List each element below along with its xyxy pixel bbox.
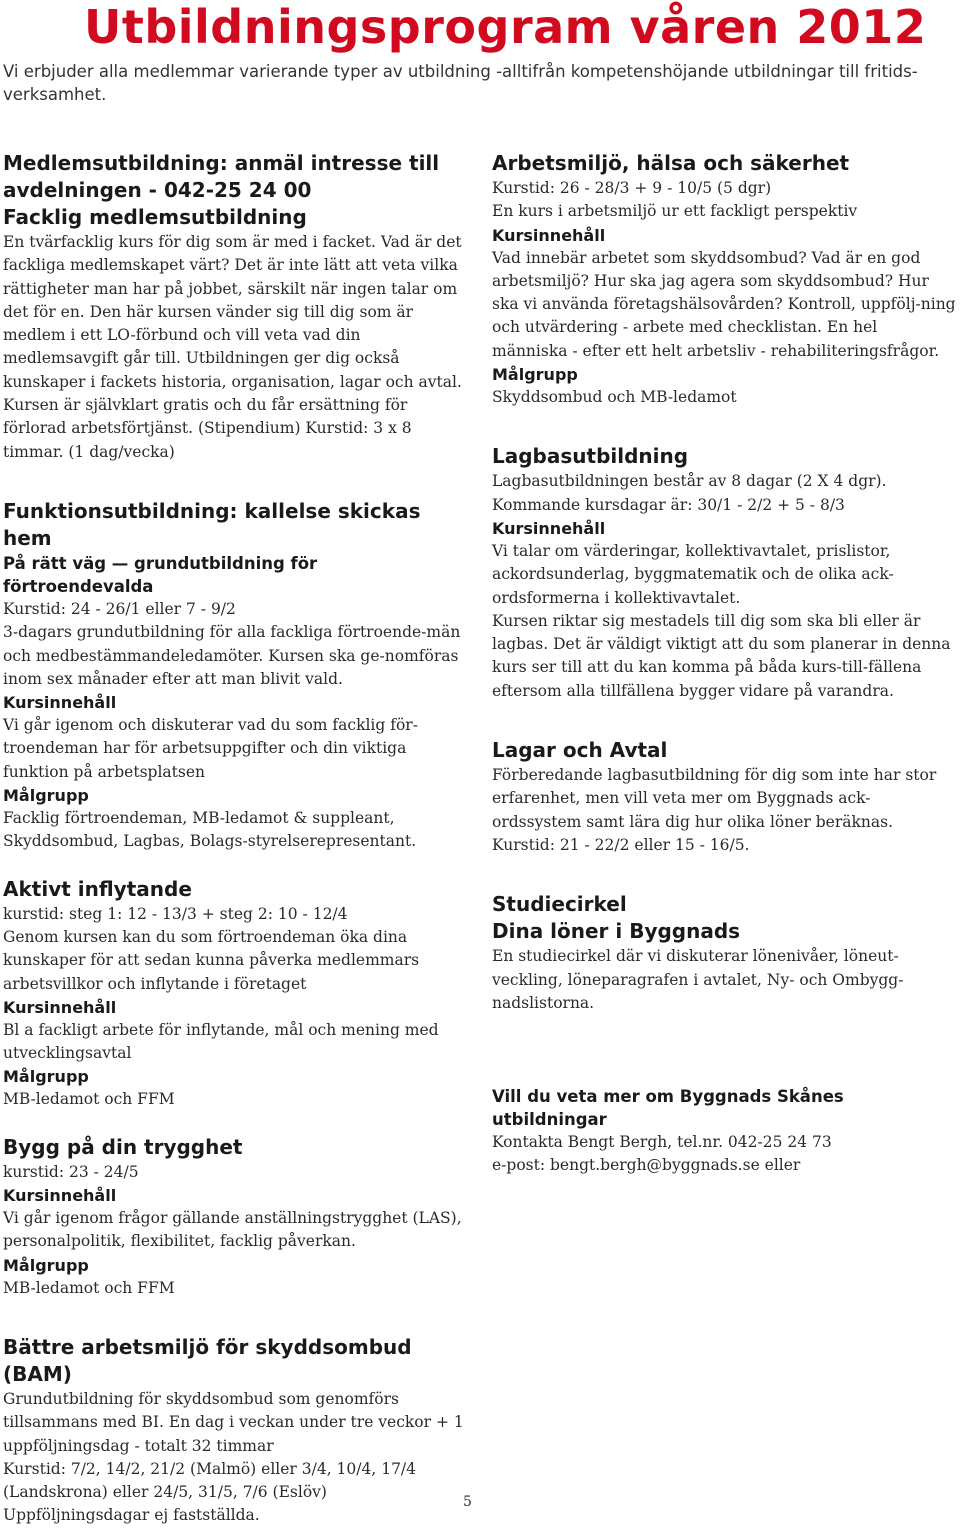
aktivt-innehall: Bl a fackligt arbete för inflytande, mål och mening med utvecklingsavtal bbox=[3, 1020, 439, 1063]
aktivt-innehall-label: Kursinnehåll bbox=[3, 997, 117, 1017]
lagbas-innehall: Vi talar om värderingar, kollektivavtalet, prislistor, ackordsunderlag, byggmatematik och de olika ack-ordsformerna i kollektivavtalet. bbox=[492, 541, 894, 607]
studie-heading-2: Dina löner i Byggnads bbox=[492, 919, 741, 944]
arbetsmiljo-malgrupp: Skyddsombud och MB-ledamot bbox=[492, 388, 737, 407]
section-kontakt bbox=[492, 1085, 957, 1178]
studie-body: En studiecirkel där vi diskuterar lönenivåer, löneut-veckling, löneparagrafen i avtalet, Ny- och Ombygg-nadslistorna. bbox=[492, 947, 904, 1012]
medlem-heading-2: avdelningen - 042-25 24 00 bbox=[3, 178, 312, 202]
left-column bbox=[3, 150, 473, 1528]
funktion-innehall-label: Kursinnehåll bbox=[3, 693, 117, 713]
aktivt-heading: Aktivt inflytande bbox=[3, 876, 192, 901]
lagar-body: Förberedande lagbasutbildning för dig som inte har stor erfarenhet, men vill veta mer om Byggnads ack-ordssystem samt lära dig hur olika löner beräknas. Kurstid: 21 - 22/2 eller 15 - 16/5. bbox=[492, 766, 937, 854]
funktion-innehall: Vi går igenom och diskuterar vad du som facklig för-troendeman har för arbetsuppgifter och din viktiga funktion på arbetsplatsen bbox=[3, 716, 418, 781]
bygg-malgrupp-label: Målgrupp bbox=[3, 1255, 89, 1275]
bygg-innehall: Vi går igenom frågor gällande anställningstrygghet (LAS), personalpolitik, flexibilitet, facklig påverkan. bbox=[3, 1209, 462, 1251]
funktion-subheading: På rätt väg — grundutbildning för förtroendevalda bbox=[3, 553, 318, 596]
funktion-malgrupp: Facklig förtroendeman, MB-ledamot & suppleant, Skyddsombud, Lagbas, Bolags-styrelserepresentant. bbox=[3, 809, 417, 851]
section-arbetsmiljo bbox=[492, 150, 957, 409]
lagar-heading: Lagar och Avtal bbox=[492, 738, 668, 763]
section-lagar-och-avtal bbox=[492, 737, 957, 857]
bygg-kurstid: kurstid: 23 - 24/5 bbox=[3, 1162, 139, 1181]
funktion-heading: Funktionsutbildning: kallelse skickas hem bbox=[3, 498, 421, 550]
lagbas-heading: Lagbasutbildning bbox=[492, 444, 689, 469]
arbetsmiljo-innehall: Vad innebär arbetet som skyddsombud? Vad är en god arbetsmiljö? Hur ska jag agera som skyddsombud? Hur ska vi använda företagshälsovården? Kontroll, uppfölj-ning och utvärdering - arbete med checklistan. En hel människa - efter ett helt arbetsliv - rehabiliteringsfrågor. bbox=[492, 248, 956, 360]
section-lagbasutbildning bbox=[492, 443, 957, 703]
funktion-kurstid: Kurstid: 24 - 26/1 eller 7 - 9/2 bbox=[3, 599, 236, 618]
section-studiecirkel bbox=[492, 891, 957, 1015]
funktion-malgrupp-label: Målgrupp bbox=[3, 786, 89, 806]
arbetsmiljo-malgrupp-label: Målgrupp bbox=[492, 365, 578, 385]
studie-heading-1: Studiecirkel bbox=[492, 892, 627, 917]
arbetsmiljo-heading: Arbetsmiljö, hälsa och säkerhet bbox=[492, 151, 850, 175]
section-bam bbox=[3, 1334, 473, 1528]
medlem-heading-3: Facklig medlemsutbildning bbox=[3, 205, 307, 229]
funktion-body: 3-dagars grundutbildning för alla fackliga förtroende-män och medbestämmandeledamöter. Kursen ska ge-nomföras inom sex månader efter att man blivit vald. bbox=[3, 623, 461, 688]
kontakt-heading: Vill du veta mer om Byggnads Skånes utbildningar bbox=[492, 1087, 844, 1130]
section-aktivt-inflytande bbox=[3, 876, 473, 1112]
page-number: 5 bbox=[463, 1494, 472, 1510]
lagbas-innehall-label: Kursinnehåll bbox=[492, 518, 606, 538]
arbetsmiljo-innehall-label: Kursinnehåll bbox=[492, 225, 606, 245]
medlem-heading-1: Medlemsutbildning: anmäl intresse till bbox=[3, 151, 440, 175]
page-title: Utbildningsprogram våren 2012 bbox=[84, 0, 927, 54]
right-column bbox=[492, 150, 957, 1178]
bam-body-2: Kurstid: 7/2, 14/2, 21/2 (Malmö) eller 3/4, 10/4, 17/4 (Landskrona) eller 24/5, 31/5, 7/6 (Eslöv) bbox=[3, 1459, 417, 1502]
lagbas-body: Lagbasutbildningen består av 8 dagar (2 X 4 dgr). Kommande kursdagar är: 30/1 - 2/2 + 5 - 8/3 bbox=[492, 472, 887, 514]
section-funktionsutbildning bbox=[3, 498, 473, 854]
bam-body-3: Uppföljningsdagar ej fastställda. bbox=[3, 1506, 260, 1525]
bygg-innehall-label: Kursinnehåll bbox=[3, 1186, 117, 1206]
section-bygg-pa-din-trygghet bbox=[3, 1134, 473, 1300]
bam-heading: Bättre arbetsmiljö för skyddsombud (BAM) bbox=[3, 1334, 412, 1386]
bygg-malgrupp: MB-ledamot och FFM bbox=[3, 1278, 175, 1297]
kontakt-line-2: e-post: bengt.bergh@byggnads.se eller bbox=[492, 1156, 801, 1175]
bam-body-1: Grundutbildning för skyddsombud som genomförs tillsammans med BI. En dag i veckan under tre veckor + 1 uppföljningsdag - totalt 32 timmar bbox=[3, 1389, 464, 1455]
arbetsmiljo-body: En kurs i arbetsmiljö ur ett fackligt perspektiv bbox=[492, 202, 858, 221]
medlem-body: En tvärfacklig kurs för dig som är med i facket. Vad är det fackliga medlemskapet värt? Det är inte lätt att veta vilka rättigheter man har på jobbet, särskilt när ingen talar om det för en. Den här kursen vänder sig till dig som är medlem i ett LO-förbund och vill veta vad din medlemsavgift går till. Utbildningen ger dig också kunskaper i fackets historia, organisation, lagar och avtal. Kursen är självklart gratis och du får ersättning för förlorad arbetsförtjänst. (Stipendium) Kurstid: 3 x 8 timmar. (1 dag/vecka) bbox=[3, 233, 462, 461]
section-medlemsutbildning bbox=[3, 150, 473, 464]
intro-text: Vi erbjuder alla medlemmar varierande typer av utbildning -alltifrån kompetenshöjande utbildningar till fritids-verksamhet. bbox=[3, 62, 918, 104]
aktivt-body: Genom kursen kan du som förtroendeman öka dina kunskaper för att sedan kunna påverka medlemmars arbetsvillkor och inflytande i företaget bbox=[3, 927, 420, 993]
aktivt-malgrupp: MB-ledamot och FFM bbox=[3, 1090, 175, 1109]
aktivt-malgrupp-label: Målgrupp bbox=[3, 1067, 89, 1087]
bygg-heading: Bygg på din trygghet bbox=[3, 1134, 243, 1159]
lagbas-body-2: Kursen riktar sig mestadels till dig som ska bli eller är lagbas. Det är väldigt viktigt att du som planerar in denna kurs ser till att du kan komma på båda kurs-till-fällena eftersom alla tillfällena bygger vidare på varandra. bbox=[492, 611, 951, 700]
kontakt-line-1: Kontakta Bengt Bergh, tel.nr. 042-25 24 73 bbox=[492, 1133, 832, 1152]
arbetsmiljo-kurstid: Kurstid: 26 - 28/3 + 9 - 10/5 (5 dgr) bbox=[492, 179, 772, 197]
aktivt-kurstid: kurstid: steg 1: 12 - 13/3 + steg 2: 10 - 12/4 bbox=[3, 904, 348, 923]
